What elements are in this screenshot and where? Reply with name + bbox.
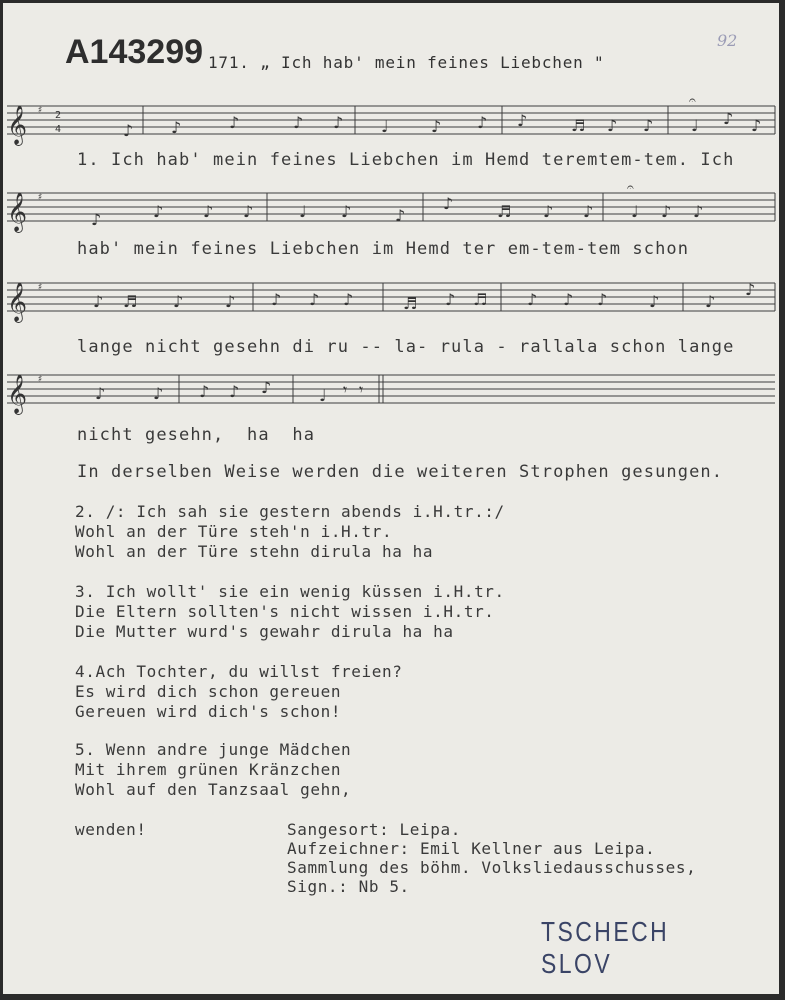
lyric-line-2: hab' mein feines Liebchen im Hemd ter em-tem-tem schon bbox=[77, 239, 690, 259]
treble-clef-icon: 𝄞 bbox=[7, 192, 28, 232]
archive-stamp: TSCHECH SLOV bbox=[541, 916, 670, 979]
svg-text:♪: ♪ bbox=[293, 113, 304, 132]
svg-text:♪: ♪ bbox=[527, 290, 538, 309]
song-title-line bbox=[208, 53, 604, 72]
music-staff-4 bbox=[3, 367, 779, 417]
svg-text:♪: ♪ bbox=[93, 292, 104, 311]
svg-text:♪: ♪ bbox=[723, 109, 734, 128]
svg-text:♩: ♩ bbox=[319, 386, 327, 405]
svg-text:♪: ♪ bbox=[395, 206, 406, 225]
metadata-recorder: Aufzeichner: Emil Kellner aus Leipa. bbox=[287, 839, 656, 858]
stanza-2-line-2: Wohl an der Türe steh'n i.H.tr. bbox=[75, 522, 393, 541]
svg-text:♪: ♪ bbox=[153, 384, 164, 403]
svg-text:♪: ♪ bbox=[153, 202, 164, 221]
svg-text:♪: ♪ bbox=[95, 384, 106, 403]
metadata-signature: Sign.: Nb 5. bbox=[287, 877, 410, 896]
stanza-5-line-3: Wohl auf den Tanzsaal gehn, bbox=[75, 780, 352, 799]
lyric-line-3: lange nicht gesehn di ru -- la- rula - rallala schon lange bbox=[77, 337, 735, 357]
stanza-3-line-3: Die Mutter wurd's gewahr dirula ha ha bbox=[75, 622, 454, 641]
svg-text:♪: ♪ bbox=[607, 116, 618, 135]
document-page bbox=[3, 3, 779, 994]
svg-text:♪: ♪ bbox=[261, 378, 272, 397]
svg-text:♪: ♪ bbox=[705, 292, 716, 311]
svg-text:♯: ♯ bbox=[37, 374, 44, 385]
svg-text:4: 4 bbox=[55, 124, 62, 135]
svg-text:♪: ♪ bbox=[745, 280, 756, 299]
svg-text:♬: ♬ bbox=[123, 292, 138, 311]
metadata-place: Sangesort: Leipa. bbox=[287, 820, 461, 839]
svg-text:♪: ♪ bbox=[173, 292, 184, 311]
stanza-3-line-1: 3. Ich wollt' sie ein wenig küssen i.H.tr. bbox=[75, 582, 505, 601]
archive-number: A143299 bbox=[65, 33, 204, 71]
svg-text:♯: ♯ bbox=[37, 282, 44, 293]
svg-text:𝄾: 𝄾 bbox=[343, 380, 348, 399]
lyric-line-4: nicht gesehn, ha ha bbox=[77, 425, 316, 445]
svg-text:♪: ♪ bbox=[229, 382, 240, 401]
svg-text:♪: ♪ bbox=[477, 113, 488, 132]
closing-word: wenden! bbox=[75, 820, 147, 839]
music-staff-2 bbox=[3, 183, 779, 233]
treble-clef-icon: 𝄞 bbox=[7, 282, 28, 322]
svg-text:♪: ♪ bbox=[597, 290, 608, 309]
svg-text:♪: ♪ bbox=[583, 202, 594, 221]
svg-text:♪: ♪ bbox=[543, 202, 554, 221]
stanza-3-line-2: Die Eltern sollten's nicht wissen i.H.tr. bbox=[75, 602, 495, 621]
stanza-5-line-1: 5. Wenn andre junge Mädchen bbox=[75, 740, 352, 759]
svg-text:♪: ♪ bbox=[751, 116, 762, 135]
svg-text:♯: ♯ bbox=[37, 192, 44, 203]
svg-text:♩: ♩ bbox=[631, 202, 639, 221]
svg-text:♪: ♪ bbox=[271, 290, 282, 309]
svg-text:♪: ♪ bbox=[203, 202, 214, 221]
stanza-2-line-3: Wohl an der Türe stehn dirula ha ha bbox=[75, 542, 434, 561]
svg-text:♪: ♪ bbox=[225, 292, 236, 311]
svg-text:♪: ♪ bbox=[443, 194, 454, 213]
stanza-5-line-2: Mit ihrem grünen Kränzchen bbox=[75, 760, 342, 779]
svg-text:♪: ♪ bbox=[563, 290, 574, 309]
svg-text:♪: ♪ bbox=[123, 121, 134, 140]
svg-text:♬: ♬ bbox=[497, 202, 512, 221]
svg-text:♪: ♪ bbox=[229, 113, 240, 132]
svg-text:♪: ♪ bbox=[199, 382, 210, 401]
svg-text:♪: ♪ bbox=[649, 292, 660, 311]
svg-text:♩: ♩ bbox=[691, 116, 699, 135]
lyric-line-1: 1. Ich hab' mein feines Liebchen im Hemd teremtem-tem. Ich bbox=[77, 150, 735, 170]
stanza-4-line-3: Gereuen wird dich's schon! bbox=[75, 702, 342, 721]
svg-text:𝄾: 𝄾 bbox=[359, 380, 364, 399]
svg-text:♪: ♪ bbox=[693, 202, 704, 221]
svg-text:♪: ♪ bbox=[309, 290, 320, 309]
svg-text:𝄐: 𝄐 bbox=[689, 98, 696, 107]
svg-text:♪: ♪ bbox=[661, 202, 672, 221]
svg-text:♪: ♪ bbox=[517, 111, 528, 130]
svg-text:𝄐: 𝄐 bbox=[627, 183, 634, 194]
song-number: 171. bbox=[208, 53, 250, 72]
svg-text:2: 2 bbox=[55, 110, 62, 121]
music-staff-3 bbox=[3, 275, 779, 325]
svg-text:♪: ♪ bbox=[343, 290, 354, 309]
svg-text:♪: ♪ bbox=[341, 202, 352, 221]
performance-note: In derselben Weise werden die weiteren Strophen gesungen. bbox=[77, 462, 724, 482]
svg-text:♬: ♬ bbox=[571, 116, 586, 135]
stanza-4-line-1: 4.Ach Tochter, du willst freien? bbox=[75, 662, 403, 681]
svg-text:♬: ♬ bbox=[403, 294, 418, 313]
stanza-4-line-2: Es wird dich schon gereuen bbox=[75, 682, 342, 701]
svg-text:♪: ♪ bbox=[643, 116, 654, 135]
pencil-annotation: 92 bbox=[717, 31, 738, 50]
svg-text:♪: ♪ bbox=[91, 210, 102, 229]
svg-text:♪: ♪ bbox=[243, 202, 254, 221]
treble-clef-icon: 𝄞 bbox=[7, 374, 28, 414]
song-title: „ Ich hab' mein feines Liebchen " bbox=[260, 53, 605, 72]
svg-text:♩: ♩ bbox=[381, 117, 389, 136]
treble-clef-icon: 𝄞 bbox=[7, 105, 28, 145]
svg-text:♪: ♪ bbox=[445, 290, 456, 309]
metadata-collection: Sammlung des böhm. Volksliedausschusses, bbox=[287, 858, 697, 877]
svg-text:♪: ♪ bbox=[431, 117, 442, 136]
svg-text:♬: ♬ bbox=[473, 290, 488, 309]
svg-text:♪: ♪ bbox=[171, 118, 182, 137]
svg-text:♯: ♯ bbox=[37, 105, 44, 116]
stanza-2-line-1: 2. /: Ich sah sie gestern abends i.H.tr.:/ bbox=[75, 502, 505, 521]
svg-text:♩: ♩ bbox=[299, 202, 307, 221]
music-staff-1 bbox=[3, 98, 779, 148]
svg-text:♪: ♪ bbox=[333, 113, 344, 132]
